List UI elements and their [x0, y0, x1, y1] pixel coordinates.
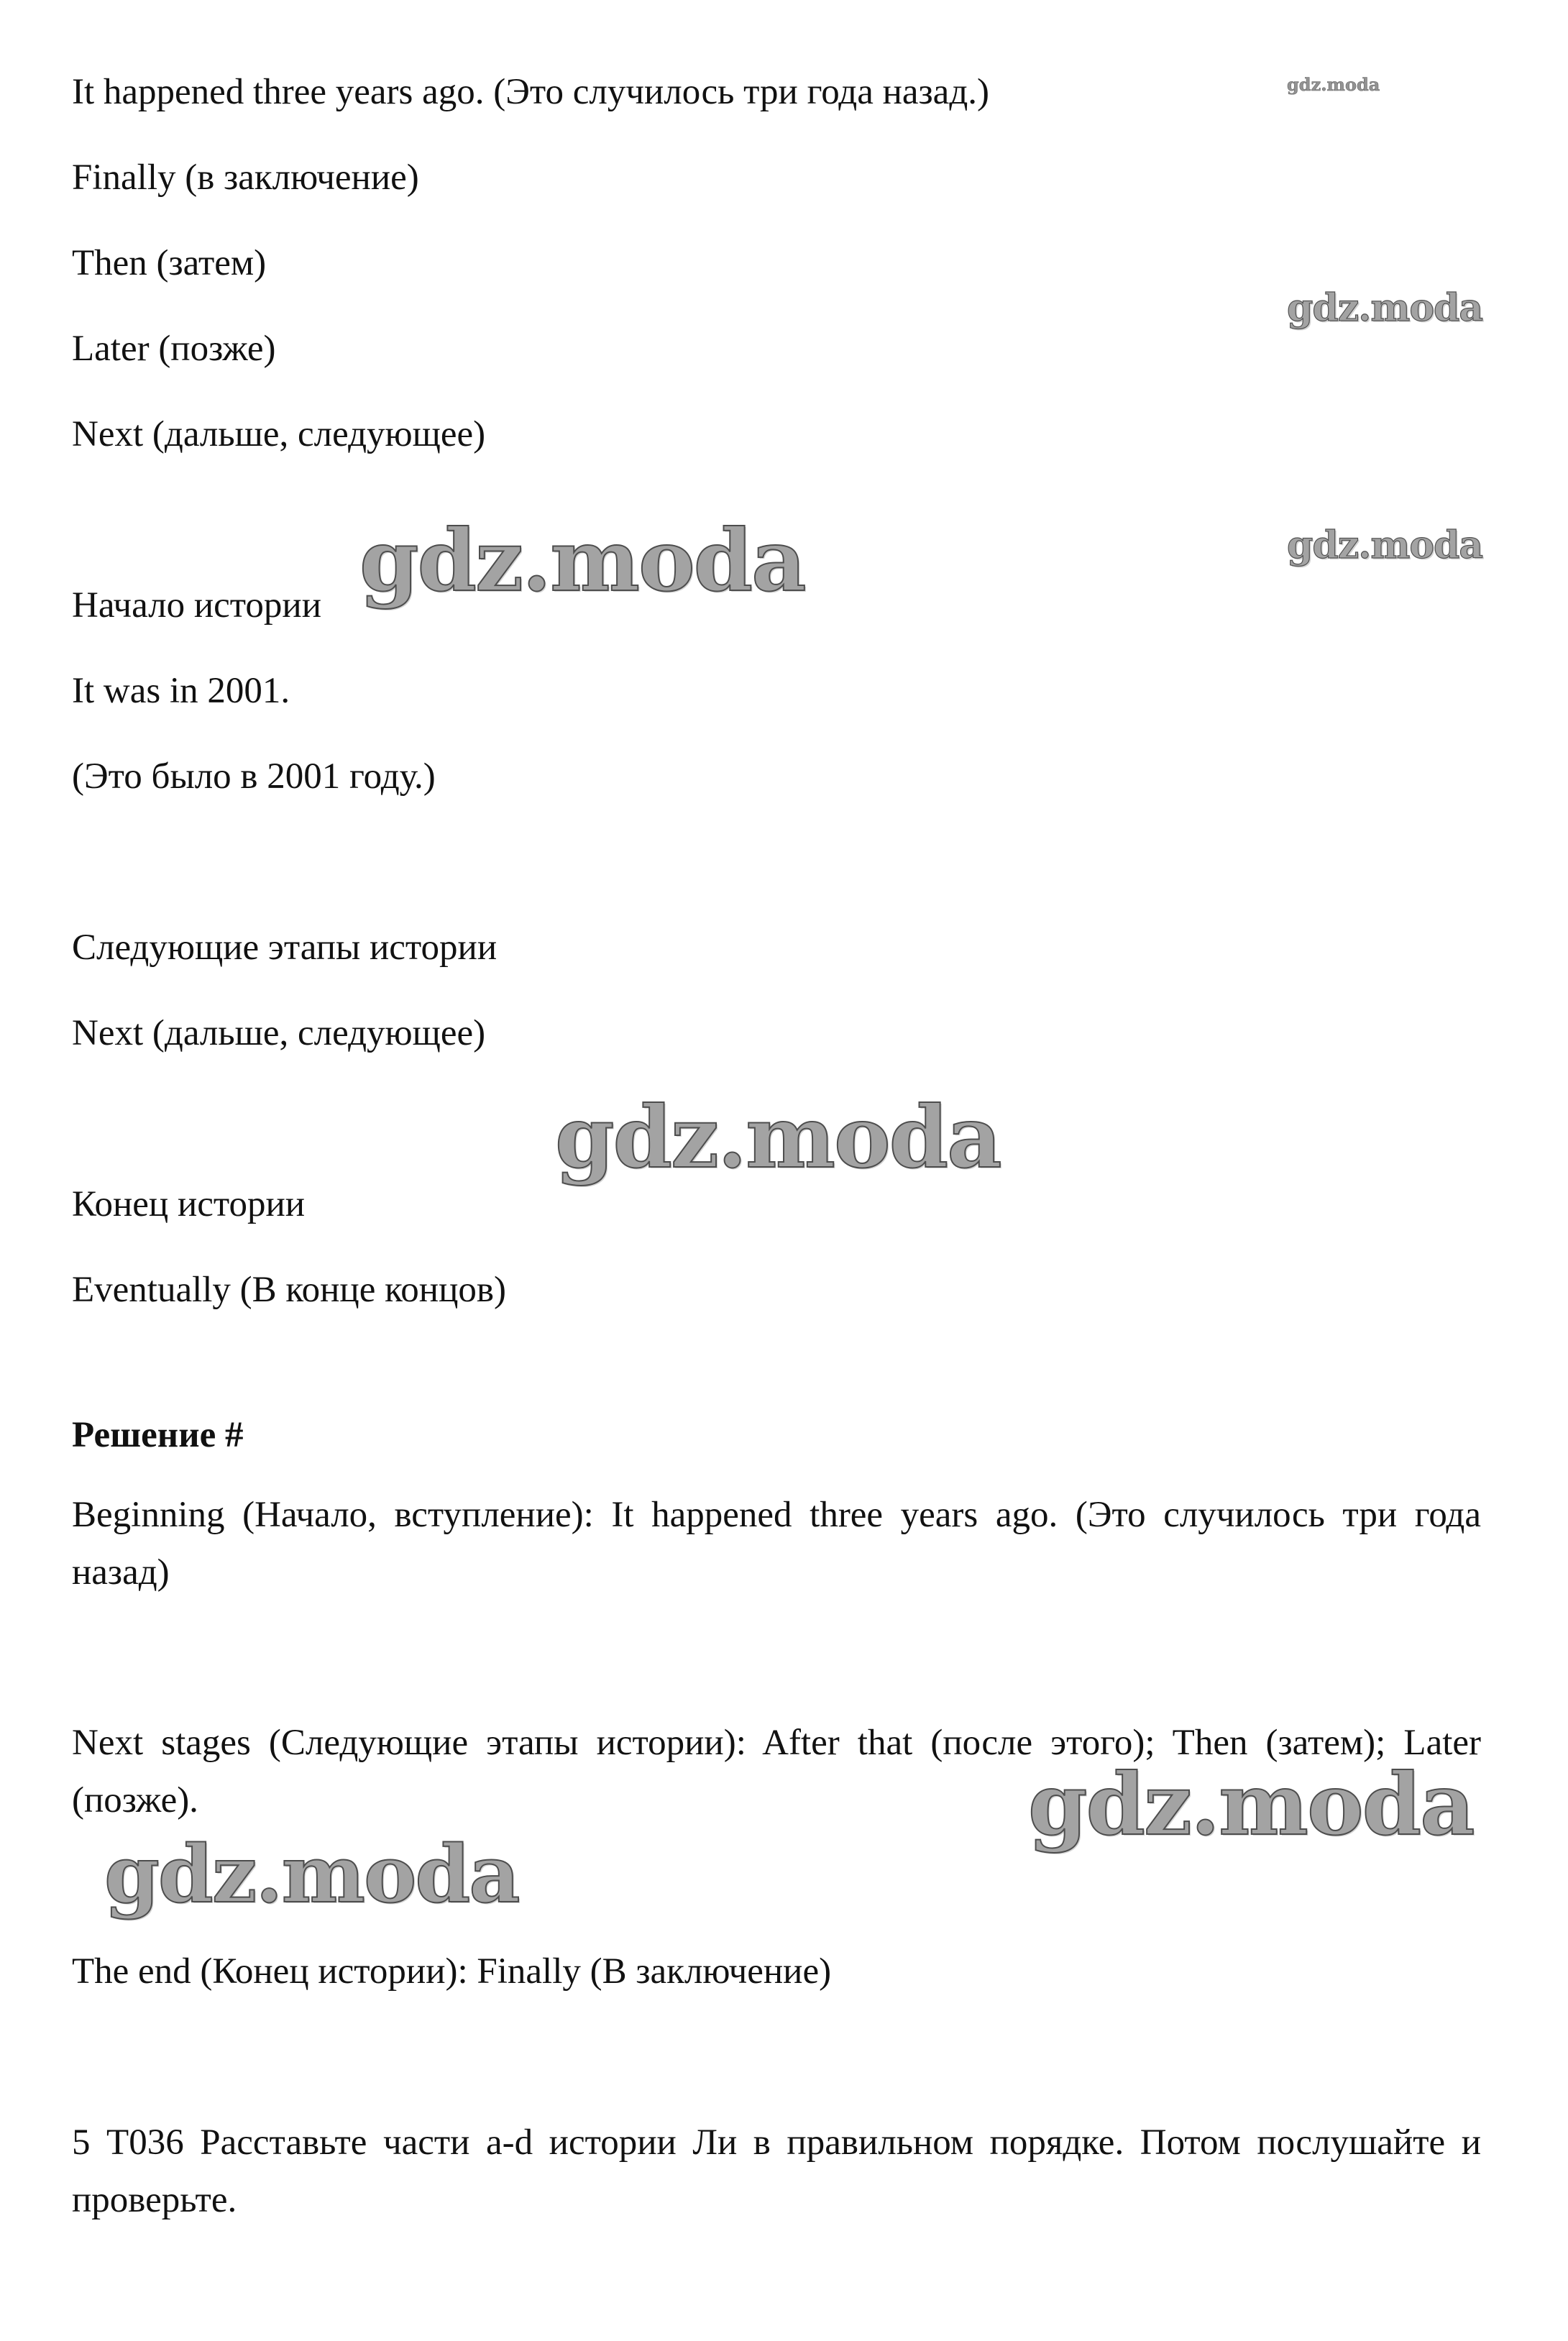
solution-heading: Решение #	[72, 1415, 244, 1455]
text-line: It happened three years ago. (Это случилось три года назад.)	[72, 72, 989, 112]
watermark: gdz.moda	[1028, 1754, 1474, 1854]
watermark: gdz.moda	[1287, 523, 1483, 567]
solution-paragraph: Next stages (Следующие этапы истории): After that (после этого); Then (затем); Later (позже).	[72, 1723, 1481, 1820]
watermark: gdz.moda	[1287, 74, 1380, 95]
watermark: gdz.moda	[359, 510, 805, 610]
task-paragraph: 5 Т036 Расставьте части a-d истории Ли в правильном порядке. Потом послушайте и проверьте.	[72, 2122, 1481, 2220]
text-line: Next (дальше, следующее)	[72, 1013, 486, 1053]
solution-paragraph: Beginning (Начало, вступление): It happened three years ago. (Это случилось три года назад)	[72, 1495, 1481, 1593]
text-line: It was in 2001.	[72, 671, 290, 711]
watermark: gdz.moda	[555, 1087, 1001, 1187]
text-line: Eventually (В конце концов)	[72, 1270, 506, 1310]
section-heading: Следующие этапы истории	[72, 927, 498, 968]
watermark: gdz.moda	[1287, 286, 1483, 330]
section-heading: Конец истории	[72, 1184, 306, 1224]
text-line: Next (дальше, следующее)	[72, 414, 486, 454]
watermark: gdz.moda	[104, 1828, 519, 1920]
text-line: Finally (в заключение)	[72, 157, 419, 198]
text-line: (Это было в 2001 году.)	[72, 756, 436, 797]
section-heading: Начало истории	[72, 585, 321, 626]
text-line: Then (затем)	[72, 243, 267, 283]
solution-paragraph: The end (Конец истории): Finally (В заключение)	[72, 1951, 832, 1992]
text-line: Later (позже)	[72, 329, 276, 369]
